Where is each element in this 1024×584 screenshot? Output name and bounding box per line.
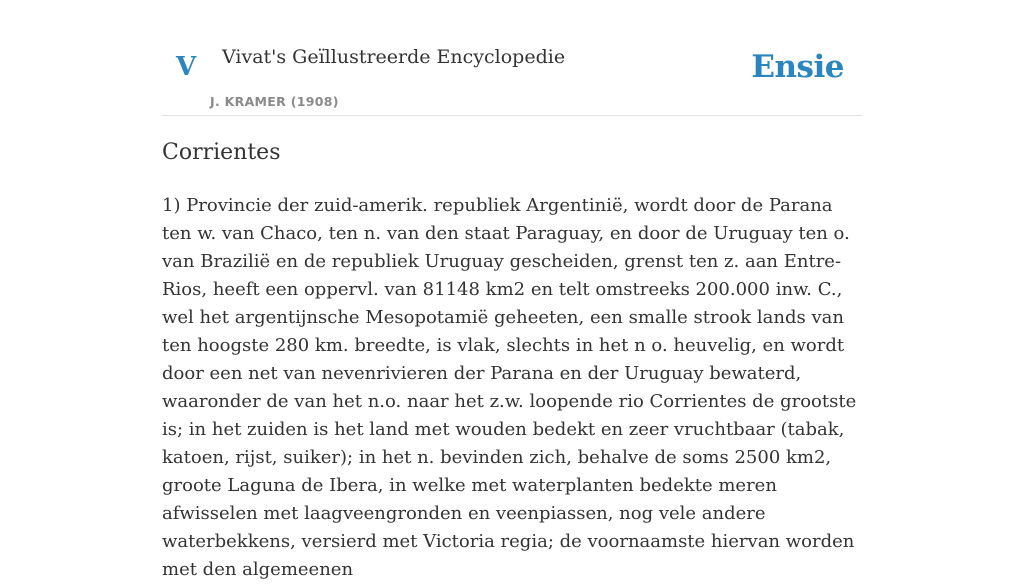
entry-title: Corrientes — [162, 140, 281, 165]
page-header — [162, 0, 862, 116]
entry-body: 1) Provincie der zuid-amerik. republiek Argentinië, wordt door de Parana ten w. van Chaco, ten n. van den staat Paraguay, en door de Uruguay ten o. van Brazilië en de republiek Uruguay gescheiden, grenst ten z. aan Entre-Rios, heeft een oppervl. van 81148 km2 en telt omstreeks 200.000 inw. C., wel het argentijnsche Mesopotamië geheeten, een smalle strook lands van ten hoogste 280 km. breedte, is vlak, slechts in het n o. heuvelig, en wordt door een net van nevenrivieren der Parana en der Uruguay bewaterd, waaronder de van het n.o. naar het z.w. loopende rio Corrientes de grootste is; in het zuiden is het land met wouden bedekt en zeer vruchtbaar (tabak, katoen, rijst, suiker); in het n. bevinden zich, behalve de soms 2500 km2, groote Laguna de Ibera, in welke met waterplanten bedekte meren afwisselen met laagveengronden en veenpiassen, nog vele andere waterbekkens, versierd met Victoria regia; de voornaamste hiervan worden met den algemeenen — [162, 195, 857, 580]
book-logo[interactable]: V — [176, 52, 197, 82]
ensie-logo[interactable]: Ensie — [751, 49, 844, 85]
book-title[interactable]: Vivat's Geïllustreerde Encyclopedie — [222, 46, 566, 68]
book-author: J. KRAMER (1908) — [210, 94, 339, 109]
